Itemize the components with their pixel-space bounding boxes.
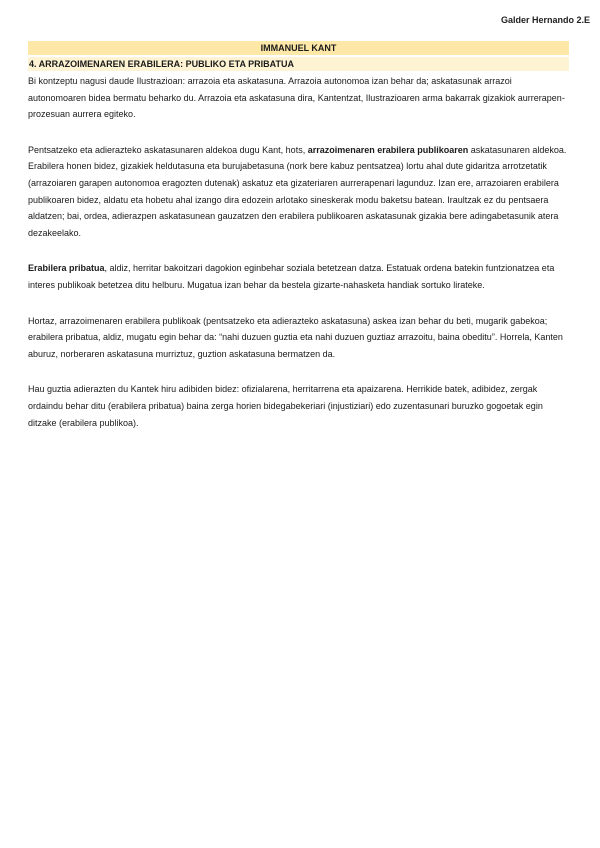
paragraph-5: Hau guztia adierazten du Kantek hiru adibiden bidez: ofizialarena, herritarrena eta apaizarena. Herrikide batek, adibidez, zergak ordaindu behar ditu (erabilera pribatua) baina zerga horien bidegabekeriari (injustiziari) edo zuzentasunari buruzko gogoetak egin ditzake (erabilera publikoa). [28, 384, 543, 428]
paragraph-2-bold-term: arrazoimenaren erabilera publikoaren [307, 144, 469, 155]
paragraph-1: Bi kontzeptu nagusi daude Ilustrazioan: arrazoia eta askatasuna. Arrazoia autonomoa izan behar da; askatasunak arrazoi autonomoaren bidea bermatu beharko du. Arrazoia eta askatasuna dira, Kantentzat, Ilustrazioaren arma bakarrak gizakiok aurrerapen-prozesuan aurrera egiteko. [28, 76, 565, 120]
paragraph-2-text-after: askatasunaren aldekoa. Erabilera honen bidez, gizakiek heldutasuna eta burujabetasuna (nork bere kabuz pentsatzea) lortu ahal dute gidaritza arrotzetatik (arrazoiaren garapen autonomoa eragozten dutenak) askatuz eta gizateriaren aurrerapenari lagunduz. Izan ere, arrazoiaren erabilera publikoaren bidez, aldatu eta hobetu ahal izango dira edozein arlotako sineskerak modu baketsu batean. Iraultzak ez du pentsaera aldatzen; bai, ordea, adierazpen askatasunean gauzatzen den erabilera publikoaren askatasunak gizakia bere adingabetasunik atera dezakeelako. [28, 144, 567, 238]
paragraph-2 [28, 142, 570, 242]
document-body [28, 73, 570, 450]
author-header: Galder Hernando 2.E [500, 15, 590, 25]
section-heading: 4. ARRAZOIMENAREN ERABILERA: PUBLIKO ETA PRIBATUA [28, 57, 569, 71]
paragraph-3 [28, 260, 570, 293]
paragraph-2-text-before: Pentsatzeko eta adierazteko askatasunaren aldekoa dugu Kant, hots, [28, 144, 308, 155]
paragraph-3-bold-term: Erabilera pribatua [28, 263, 105, 274]
document-title: IMMANUEL KANT [28, 41, 569, 55]
paragraph-3-text-after: , aldiz, herritar bakoitzari dagokion eginbehar soziala betetzean datza. Estatuak ordena batekin funtzionatzea eta interes publikoak betetzea ditu helburu. Mugatua izan behar da bestela gizarte-nahasketa handiak sortuko lirateke. [28, 263, 555, 290]
paragraph-4: Hortaz, arrazoimenaren erabilera publikoak (pentsatzeko eta adierazteko askatasuna) askea izan behar du beti, mugarik gabekoa; erabilera pribatua, aldiz, mugatu egin behar da: “nahi duzuen guztia eta nahi duzuen guztiaz arrazoitu, baina obeditu”. Horrela, Kanten aburuz, norberaren askatasuna murriztuz, guztion askatasuna bermatzen da. [28, 315, 563, 359]
